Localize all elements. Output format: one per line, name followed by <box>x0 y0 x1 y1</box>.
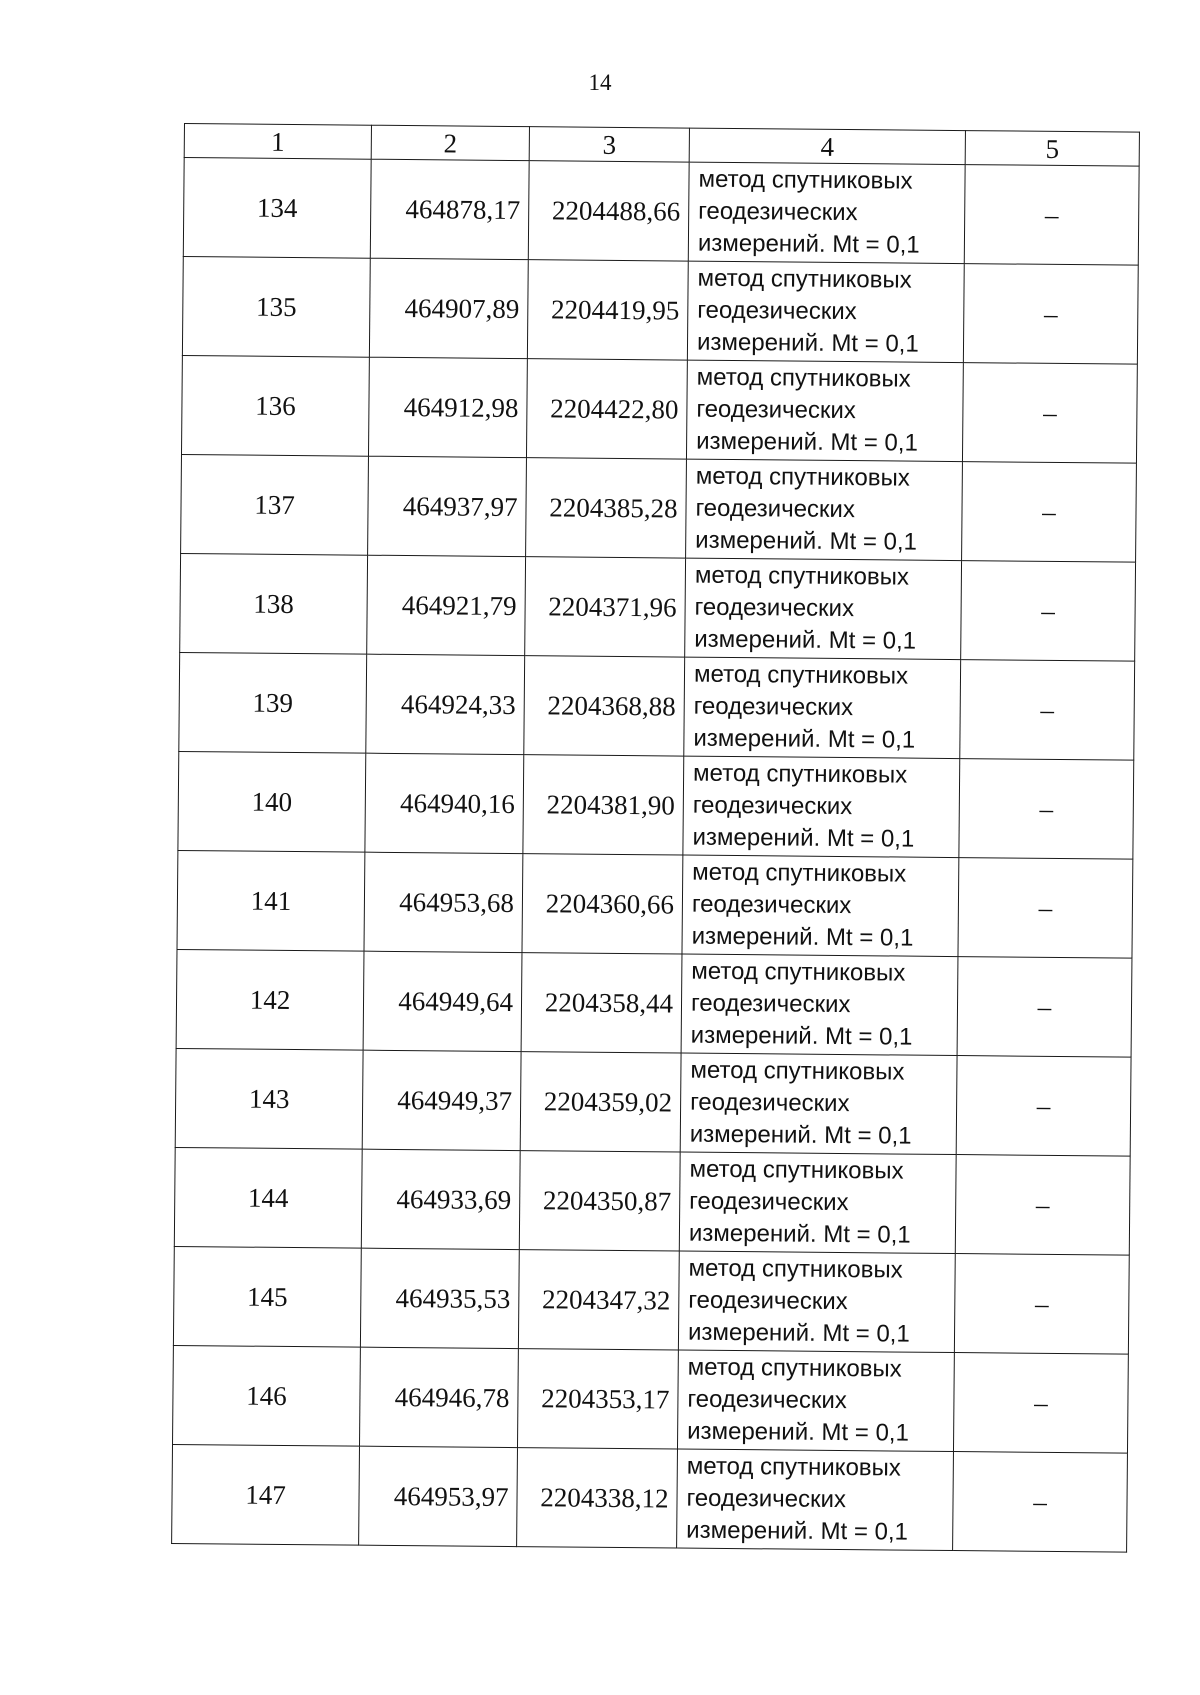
x-coordinate-cell: 464933,69 <box>361 1149 520 1249</box>
y-coordinate-cell: 2204371,96 <box>525 557 686 657</box>
table-row <box>173 1345 1129 1453</box>
method-line: измерений. Mt = 0,1 <box>696 328 919 358</box>
method-cell <box>680 1053 957 1155</box>
method-line: измерений. Mt = 0,1 <box>697 229 920 259</box>
method-line: измерений. Mt = 0,1 <box>692 823 915 853</box>
table-row <box>176 949 1132 1057</box>
method-line: измерений. Mt = 0,1 <box>687 1318 910 1348</box>
note-cell: – <box>962 462 1137 563</box>
point-number-cell: 139 <box>179 652 367 753</box>
method-line: геодезических <box>695 494 856 524</box>
header-col-5: 5 <box>965 131 1139 167</box>
note-cell: – <box>959 759 1134 860</box>
method-line: измерений. Mt = 0,1 <box>689 1120 912 1150</box>
point-number-cell: 143 <box>175 1048 363 1149</box>
method-line: метод спутниковых <box>687 1353 902 1383</box>
x-coordinate-cell: 464907,89 <box>369 258 528 358</box>
point-number-cell: 146 <box>173 1345 361 1446</box>
method-line: измерений. Mt = 0,1 <box>694 625 917 655</box>
table-row <box>181 355 1137 463</box>
table-row <box>178 751 1134 859</box>
table-row <box>183 158 1139 266</box>
y-coordinate-cell: 2204353,17 <box>517 1349 678 1449</box>
method-line: геодезических <box>690 1088 850 1118</box>
method-cell <box>677 1350 954 1452</box>
method-cell <box>678 1251 955 1353</box>
method-line: измерений. Mt = 0,1 <box>691 922 914 952</box>
method-line: метод спутниковых <box>695 462 910 492</box>
y-coordinate-cell: 2204381,90 <box>523 755 684 855</box>
x-coordinate-cell: 464878,17 <box>370 159 529 259</box>
header-col-3: 3 <box>529 127 689 162</box>
method-cell <box>683 756 960 858</box>
method-line: метод спутниковых <box>692 759 908 789</box>
table-row <box>173 1246 1129 1354</box>
method-line: метод спутниковых <box>696 363 911 393</box>
header-col-2: 2 <box>371 125 529 160</box>
note-cell: – <box>961 561 1136 662</box>
point-number-cell: 138 <box>180 553 368 654</box>
method-cell <box>688 162 965 264</box>
method-line: геодезических <box>694 593 855 623</box>
note-cell: – <box>956 1056 1131 1157</box>
method-line: метод спутниковых <box>689 1155 904 1185</box>
method-line: метод спутниковых <box>694 561 910 591</box>
y-coordinate-cell: 2204358,44 <box>521 953 682 1053</box>
method-cell <box>679 1152 956 1254</box>
note-cell: – <box>953 1353 1128 1454</box>
method-line: метод спутниковых <box>697 264 912 294</box>
method-line: геодезических <box>688 1286 848 1316</box>
x-coordinate-cell: 464946,78 <box>359 1347 518 1447</box>
note-cell: – <box>958 858 1133 959</box>
x-coordinate-cell: 464912,98 <box>368 357 527 457</box>
point-number-cell: 141 <box>177 850 365 951</box>
y-coordinate-cell: 2204338,12 <box>517 1448 678 1548</box>
note-cell: – <box>964 165 1139 266</box>
x-coordinate-cell: 464953,97 <box>359 1446 518 1546</box>
point-number-cell: 142 <box>176 949 364 1050</box>
method-line: геодезических <box>686 1484 847 1514</box>
method-line: измерений. Mt = 0,1 <box>690 1021 913 1051</box>
method-line: измерений. Mt = 0,1 <box>696 427 918 457</box>
table-row <box>177 850 1133 958</box>
note-cell: – <box>957 957 1132 1058</box>
point-number-cell: 137 <box>181 454 369 555</box>
y-coordinate-cell: 2204350,87 <box>519 1151 680 1251</box>
method-cell <box>682 855 959 957</box>
method-line: метод спутниковых <box>693 660 909 690</box>
method-line: измерений. Mt = 0,1 <box>686 1516 909 1546</box>
method-cell <box>681 954 958 1056</box>
method-cell <box>686 459 963 561</box>
point-number-cell: 144 <box>174 1147 362 1248</box>
x-coordinate-cell: 464949,64 <box>363 951 522 1051</box>
y-coordinate-cell: 2204419,95 <box>527 260 688 360</box>
method-line: измерений. Mt = 0,1 <box>693 724 916 754</box>
x-coordinate-cell: 464921,79 <box>367 555 526 655</box>
table-row <box>172 1444 1128 1552</box>
y-coordinate-cell: 2204422,80 <box>526 359 687 459</box>
method-line: метод спутниковых <box>692 858 907 888</box>
point-number-cell: 140 <box>178 751 366 852</box>
note-cell: – <box>954 1254 1129 1355</box>
point-number-cell: 145 <box>173 1246 361 1347</box>
table-row <box>181 454 1137 562</box>
note-cell: – <box>953 1452 1128 1553</box>
method-line: измерений. Mt = 0,1 <box>688 1219 911 1249</box>
y-coordinate-cell: 2204385,28 <box>526 458 687 558</box>
method-line: геодезических <box>689 1187 849 1217</box>
method-line: геодезических <box>693 692 854 722</box>
y-coordinate-cell: 2204488,66 <box>528 161 689 261</box>
x-coordinate-cell: 464953,68 <box>364 852 523 952</box>
method-cell <box>685 558 962 660</box>
y-coordinate-cell: 2204368,88 <box>524 656 685 756</box>
method-line: геодезических <box>696 395 856 425</box>
method-cell <box>684 657 961 759</box>
table-row <box>180 553 1136 661</box>
y-coordinate-cell: 2204347,32 <box>518 1250 679 1350</box>
coordinates-table <box>171 123 1140 1553</box>
method-line: геодезических <box>697 296 857 326</box>
note-cell: – <box>955 1155 1130 1256</box>
table-row <box>175 1048 1131 1156</box>
method-line: метод спутниковых <box>698 165 913 195</box>
table-body <box>172 158 1140 1553</box>
method-cell <box>686 360 963 462</box>
page-number: 14 <box>588 70 612 95</box>
x-coordinate-cell: 464940,16 <box>365 753 524 853</box>
table-row <box>174 1147 1130 1255</box>
point-number-cell: 136 <box>181 355 369 456</box>
x-coordinate-cell: 464937,97 <box>368 456 527 556</box>
method-line: геодезических <box>691 890 852 920</box>
method-line: геодезических <box>692 791 853 821</box>
note-cell: – <box>962 363 1137 464</box>
method-line: геодезических <box>690 989 851 1019</box>
table-row <box>182 256 1138 364</box>
x-coordinate-cell: 464924,33 <box>366 654 525 754</box>
method-cell <box>677 1449 954 1551</box>
header-col-1: 1 <box>184 124 371 160</box>
note-cell: – <box>963 264 1138 365</box>
method-line: метод спутниковых <box>691 957 906 987</box>
point-number-cell: 134 <box>183 158 371 259</box>
note-cell: – <box>960 660 1135 761</box>
x-coordinate-cell: 464949,37 <box>362 1050 521 1150</box>
method-line: метод спутниковых <box>686 1452 901 1482</box>
method-line: измерений. Mt = 0,1 <box>687 1417 909 1447</box>
table-row <box>179 652 1135 760</box>
method-line: геодезических <box>687 1385 847 1415</box>
point-number-cell: 135 <box>182 256 370 357</box>
method-cell <box>687 261 964 363</box>
y-coordinate-cell: 2204359,02 <box>520 1052 681 1152</box>
method-line: метод спутниковых <box>688 1254 903 1284</box>
method-line: метод спутниковых <box>690 1056 905 1086</box>
point-number-cell: 147 <box>172 1444 360 1545</box>
y-coordinate-cell: 2204360,66 <box>522 854 683 954</box>
method-line: геодезических <box>698 197 858 227</box>
method-line: измерений. Mt = 0,1 <box>695 526 918 556</box>
header-col-4: 4 <box>689 128 965 165</box>
x-coordinate-cell: 464935,53 <box>360 1248 519 1348</box>
coordinates-table-sheet <box>171 123 1139 1553</box>
